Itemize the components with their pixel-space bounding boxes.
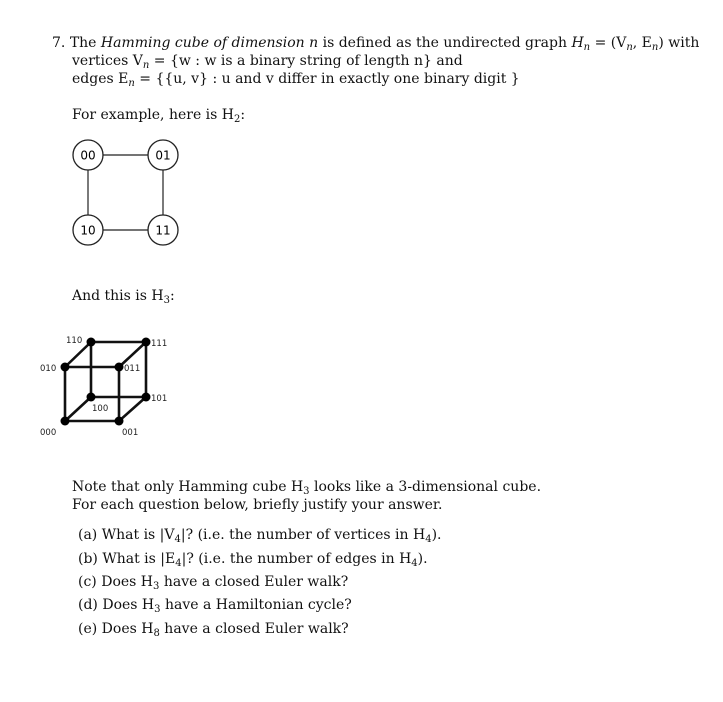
h3-node-001: [115, 417, 124, 426]
h2-node-10: [73, 215, 103, 245]
graph-lhs: H: [571, 35, 584, 51]
h3-node-111: [142, 338, 151, 347]
dimension-var: n: [309, 35, 319, 51]
h2-graph: [66, 138, 206, 248]
h3-label-100: 100: [92, 404, 109, 414]
def-rest: is defined as the undirected graph: [322, 35, 567, 51]
def-intro: The: [69, 35, 97, 51]
svg-text:00: 00: [80, 148, 96, 163]
problem-statement-line1: 7. The Hamming cube of dimension n is defined as the undirected graph $H_n = (V_n$, $E_n$) with: [52, 35, 700, 53]
edges-definition: edges $E_n = \{\{u$, v} : u and v differ in exactly one binary digit }: [72, 71, 520, 89]
note-line2: For each question below, briefly justify your answer.: [72, 497, 443, 513]
h2-node-01: [148, 140, 178, 170]
h3-intro: And this is $H_3$:: [72, 288, 175, 306]
svg-text:11: 11: [155, 223, 171, 238]
h3-label-000: 000: [40, 428, 57, 438]
edges-prefix: edges E: [72, 71, 129, 87]
question-d: (d) Does $H_3$ have a Hamiltonian cycle?: [78, 597, 352, 615]
h3-node-011: [115, 363, 124, 372]
h3-edge-000-100: [65, 397, 91, 421]
h2-node-00: [73, 140, 103, 170]
question-c: (c) Does $H_3$ have a closed Euler walk?: [78, 574, 349, 592]
h3-label-010: 010: [40, 364, 57, 374]
note-line1: Note that only Hamming cube $H_3$ looks like a 3-dimensional cube.: [72, 479, 542, 497]
h3-node-100: [87, 393, 96, 402]
svg-text:01: 01: [155, 148, 171, 163]
h3-node-110: [87, 338, 96, 347]
h3-label-101: 101: [151, 394, 168, 404]
h3-label-001: 001: [122, 428, 139, 438]
h3-cube-graph: [36, 330, 186, 450]
h3-label-110: 110: [66, 336, 83, 346]
h2-intro: For example, here is $H_2$:: [72, 107, 246, 125]
defined-term: Hamming cube of dimension: [100, 35, 305, 51]
vertices-prefix: vertices V: [72, 53, 143, 69]
problem-number: 7.: [52, 35, 66, 51]
h3-label-111: 111: [151, 339, 168, 349]
h3-edge-001-101: [119, 397, 146, 421]
vertices-def: = {w : w is a binary string of length n} and: [153, 53, 463, 69]
graph-mid: , E: [632, 35, 652, 51]
question-a: (a) What is $|V_4|$? (i.e. the number of vertices in $H_4$).: [78, 527, 442, 545]
edges-def: = {{u, v} : u and v differ in exactly one binary digit }: [139, 71, 520, 87]
question-e: (e) Does $H_8$ have a closed Euler walk?: [78, 621, 349, 639]
vertices-definition: vertices $V_n = \{w$ : w is a binary string of length n} and: [72, 53, 463, 71]
h2-node-11: [148, 215, 178, 245]
h3-node-101: [142, 393, 151, 402]
question-b: (b) What is $|E_4|$? (i.e. the number of edges in $H_4$).: [78, 551, 428, 569]
graph-eq: = (V: [594, 35, 627, 51]
h3-node-000: [61, 417, 70, 426]
graph-end: ) with: [658, 35, 700, 51]
h3-label-011: 011: [124, 364, 141, 374]
h3-node-010: [61, 363, 70, 372]
svg-text:10: 10: [80, 223, 96, 238]
